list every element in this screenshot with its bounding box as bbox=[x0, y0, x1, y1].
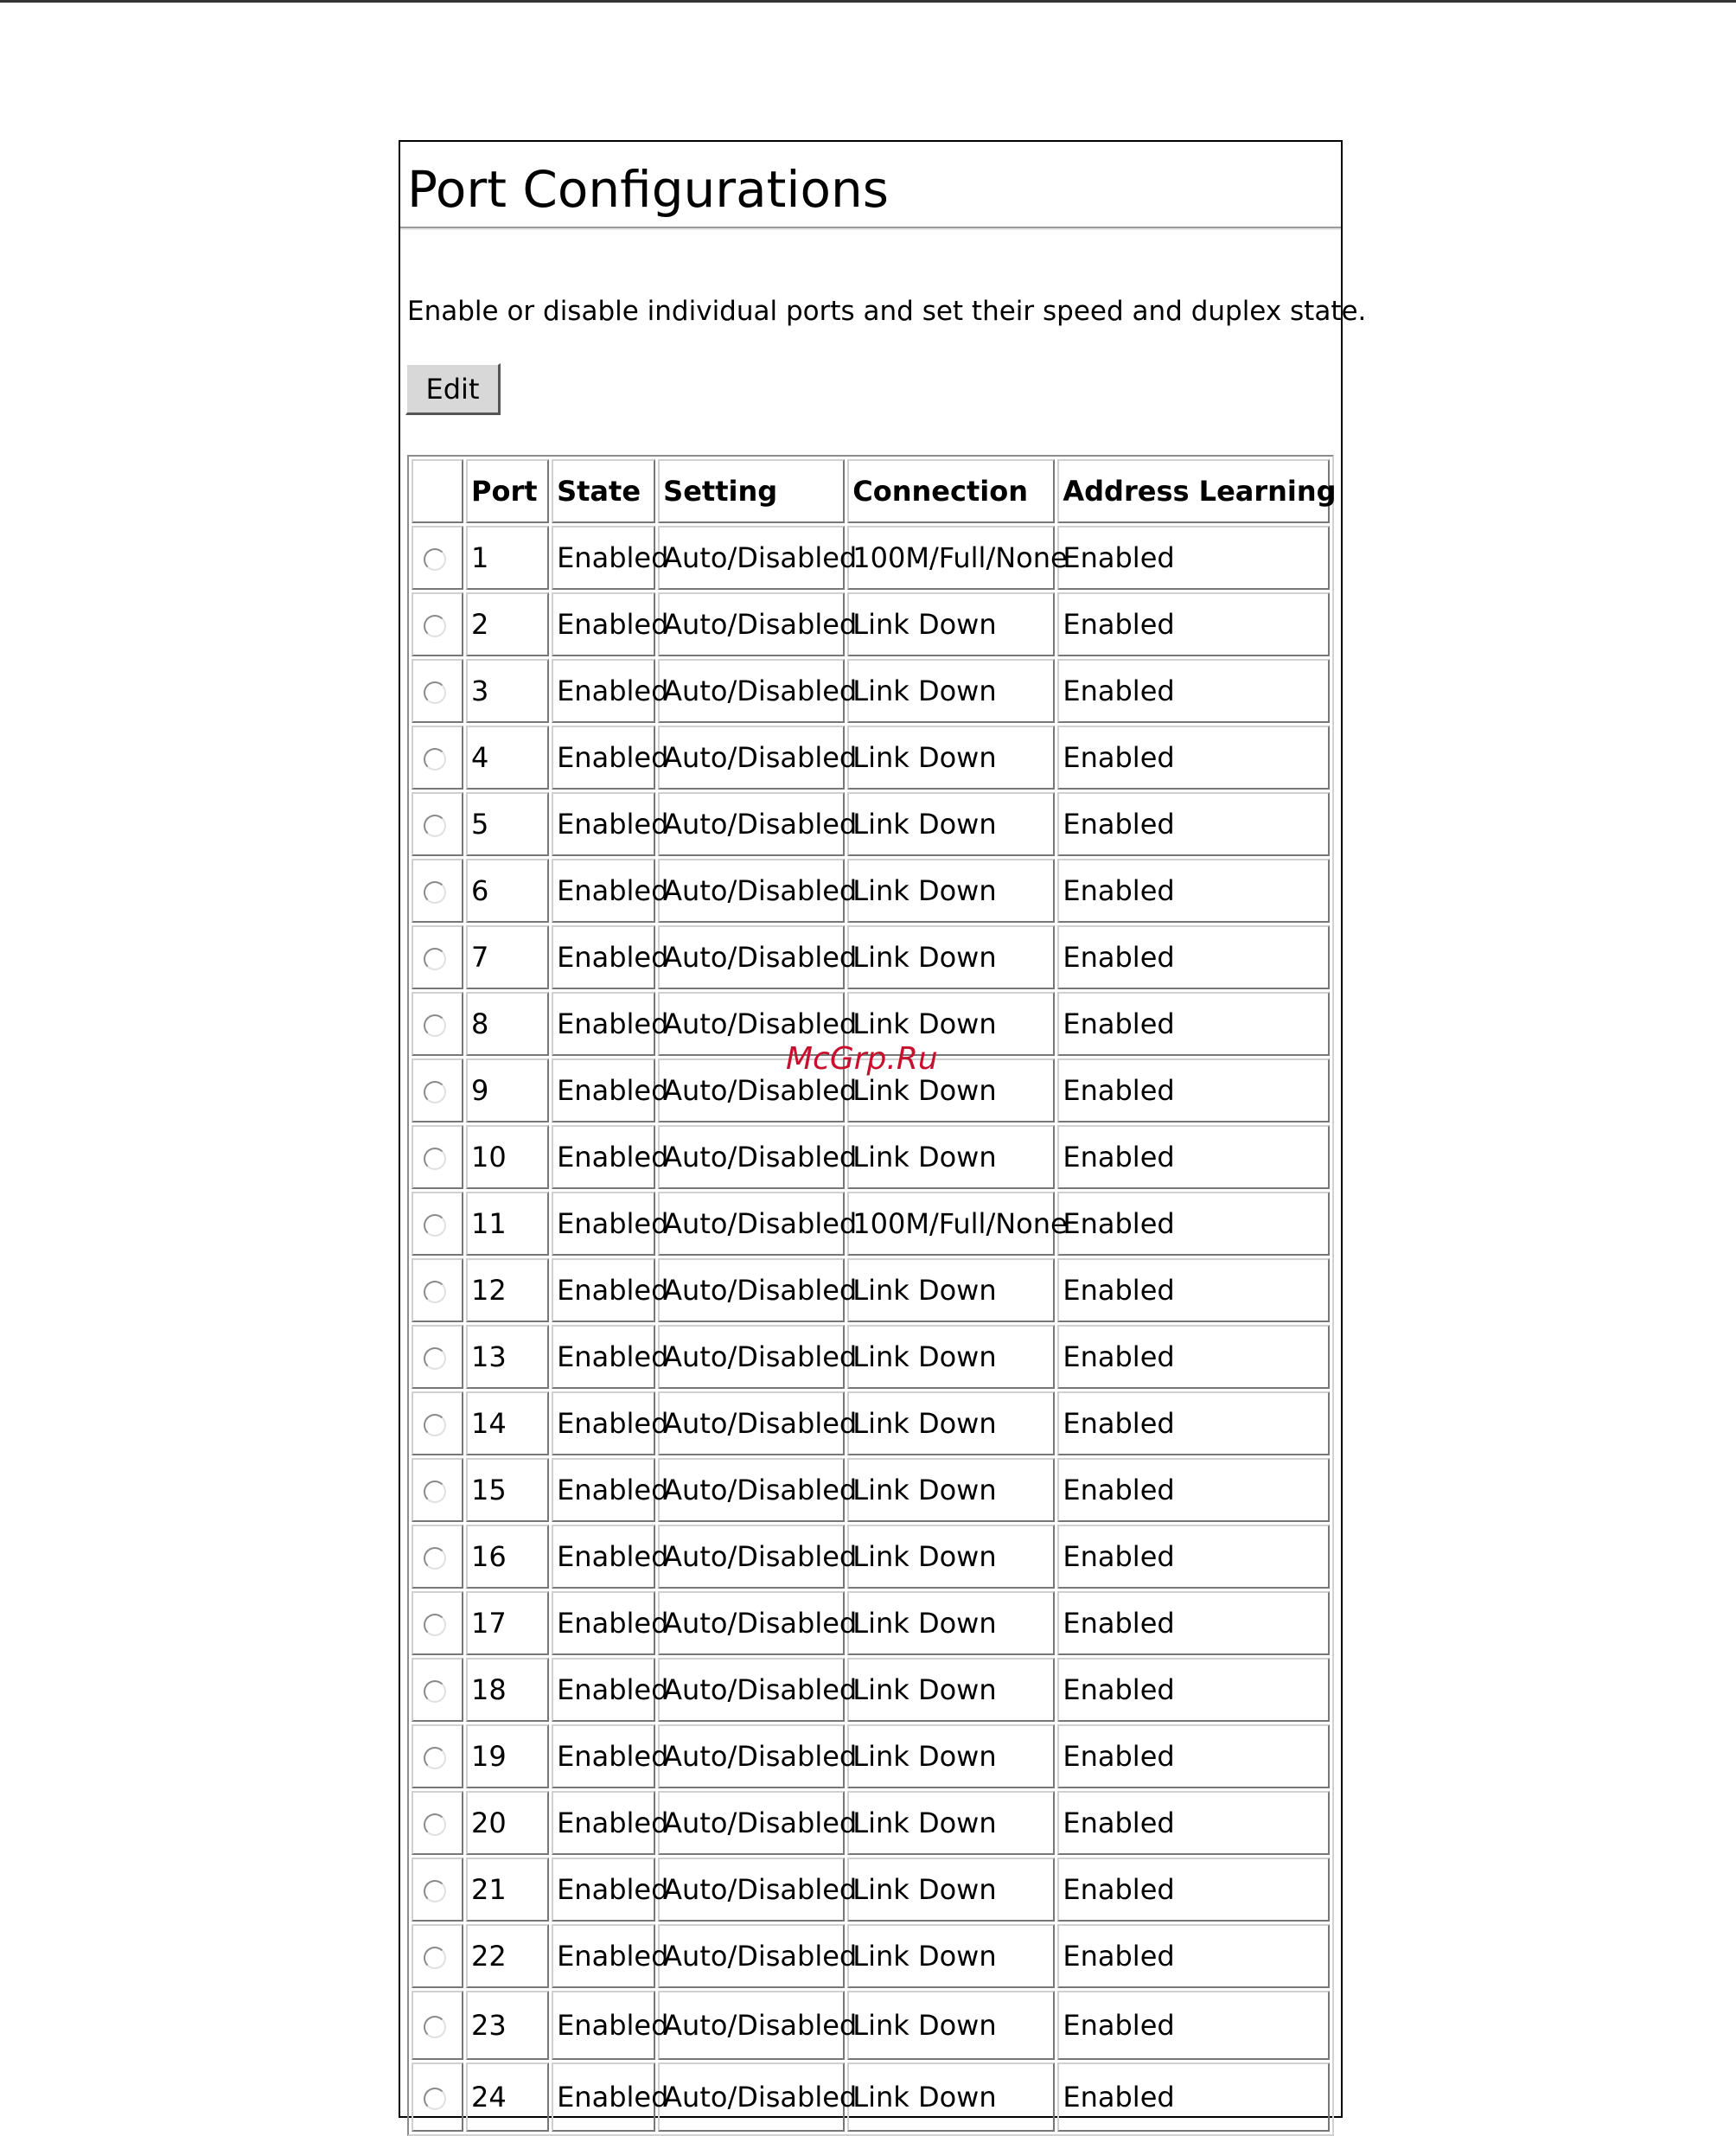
port-cell: 24 bbox=[466, 2062, 549, 2132]
state-cell: Enabled bbox=[552, 1991, 655, 2060]
address-learning-cell: Enabled bbox=[1057, 1658, 1330, 1722]
connection-cell: Link Down bbox=[847, 1258, 1055, 1322]
port-select-radio[interactable] bbox=[424, 1214, 446, 1237]
top-divider bbox=[0, 0, 1736, 3]
table-row bbox=[412, 1791, 1330, 1855]
port-cell: 15 bbox=[466, 1458, 549, 1522]
connection-cell: Link Down bbox=[847, 1924, 1055, 1988]
address-learning-cell: Enabled bbox=[1057, 1058, 1330, 1122]
edit-button[interactable]: Edit bbox=[405, 363, 501, 415]
setting-cell: Auto/Disabled bbox=[658, 1724, 845, 1788]
state-cell: Enabled bbox=[552, 925, 655, 989]
address-learning-cell: Enabled bbox=[1057, 1858, 1330, 1922]
state-cell: Enabled bbox=[552, 659, 655, 723]
state-cell: Enabled bbox=[552, 1125, 655, 1189]
address-learning-cell: Enabled bbox=[1057, 1924, 1330, 1988]
port-cell: 4 bbox=[466, 726, 549, 790]
address-learning-cell: Enabled bbox=[1057, 1125, 1330, 1189]
port-cell: 16 bbox=[466, 1525, 549, 1589]
row-select-cell[interactable] bbox=[412, 726, 463, 790]
setting-cell: Auto/Disabled bbox=[658, 726, 845, 790]
table-row bbox=[412, 925, 1330, 989]
column-header-port: Port bbox=[466, 459, 549, 523]
state-cell: Enabled bbox=[552, 1458, 655, 1522]
row-select-cell[interactable] bbox=[412, 1991, 463, 2060]
table-row bbox=[412, 1591, 1330, 1655]
connection-cell: Link Down bbox=[847, 1858, 1055, 1922]
port-select-radio[interactable] bbox=[424, 1148, 446, 1170]
setting-cell: Auto/Disabled bbox=[658, 992, 845, 1056]
row-select-cell[interactable] bbox=[412, 1125, 463, 1189]
row-select-cell[interactable] bbox=[412, 1192, 463, 1256]
connection-cell: Link Down bbox=[847, 792, 1055, 856]
address-learning-cell: Enabled bbox=[1057, 1591, 1330, 1655]
address-learning-cell: Enabled bbox=[1057, 1391, 1330, 1455]
row-select-cell[interactable] bbox=[412, 792, 463, 856]
connection-cell: Link Down bbox=[847, 1724, 1055, 1788]
connection-cell: Link Down bbox=[847, 1658, 1055, 1722]
table-row bbox=[412, 1525, 1330, 1589]
port-select-radio[interactable] bbox=[424, 1547, 446, 1570]
setting-cell: Auto/Disabled bbox=[658, 526, 845, 590]
setting-cell: Auto/Disabled bbox=[658, 1991, 845, 2060]
port-select-radio[interactable] bbox=[424, 948, 446, 970]
state-cell: Enabled bbox=[552, 526, 655, 590]
address-learning-cell: Enabled bbox=[1057, 992, 1330, 1056]
row-select-cell[interactable] bbox=[412, 1858, 463, 1922]
connection-cell: Link Down bbox=[847, 726, 1055, 790]
row-select-cell[interactable] bbox=[412, 1791, 463, 1855]
row-select-cell[interactable] bbox=[412, 1724, 463, 1788]
title-divider bbox=[400, 227, 1341, 230]
port-cell: 6 bbox=[466, 859, 549, 923]
port-select-radio[interactable] bbox=[424, 815, 446, 837]
table-row bbox=[412, 1458, 1330, 1522]
port-table bbox=[407, 455, 1337, 2136]
port-select-radio[interactable] bbox=[424, 748, 446, 771]
setting-cell: Auto/Disabled bbox=[658, 2062, 845, 2132]
connection-cell: Link Down bbox=[847, 1058, 1055, 1122]
port-select-radio[interactable] bbox=[424, 1081, 446, 1103]
port-select-radio[interactable] bbox=[424, 1813, 446, 1836]
state-cell: Enabled bbox=[552, 992, 655, 1056]
state-cell: Enabled bbox=[552, 1525, 655, 1589]
port-select-radio[interactable] bbox=[424, 1614, 446, 1636]
row-select-cell[interactable] bbox=[412, 1258, 463, 1322]
address-learning-cell: Enabled bbox=[1057, 526, 1330, 590]
column-header-connection: Connection bbox=[847, 459, 1055, 523]
port-select-radio[interactable] bbox=[424, 881, 446, 904]
port-cell: 21 bbox=[466, 1858, 549, 1922]
port-cell: 14 bbox=[466, 1391, 549, 1455]
port-cell: 7 bbox=[466, 925, 549, 989]
address-learning-cell: Enabled bbox=[1057, 1325, 1330, 1389]
table-row bbox=[412, 726, 1330, 790]
table-row bbox=[412, 592, 1330, 656]
connection-cell: Link Down bbox=[847, 1125, 1055, 1189]
setting-cell: Auto/Disabled bbox=[658, 792, 845, 856]
row-select-cell[interactable] bbox=[412, 1325, 463, 1389]
column-header-select bbox=[412, 459, 463, 523]
table-row bbox=[412, 1125, 1330, 1189]
address-learning-cell: Enabled bbox=[1057, 859, 1330, 923]
table-row bbox=[412, 859, 1330, 923]
connection-cell: Link Down bbox=[847, 859, 1055, 923]
connection-cell: Link Down bbox=[847, 925, 1055, 989]
address-learning-cell: Enabled bbox=[1057, 2062, 1330, 2132]
port-cell: 11 bbox=[466, 1192, 549, 1256]
connection-cell: Link Down bbox=[847, 659, 1055, 723]
address-learning-cell: Enabled bbox=[1057, 1724, 1330, 1788]
state-cell: Enabled bbox=[552, 1724, 655, 1788]
setting-cell: Auto/Disabled bbox=[658, 1924, 845, 1988]
port-select-radio[interactable] bbox=[424, 615, 446, 637]
port-select-radio[interactable] bbox=[424, 2016, 446, 2038]
port-cell: 19 bbox=[466, 1724, 549, 1788]
address-learning-cell: Enabled bbox=[1057, 1791, 1330, 1855]
row-select-cell[interactable] bbox=[412, 592, 463, 656]
address-learning-cell: Enabled bbox=[1057, 1192, 1330, 1256]
table-row bbox=[412, 792, 1330, 856]
port-cell: 1 bbox=[466, 526, 549, 590]
state-cell: Enabled bbox=[552, 1192, 655, 1256]
setting-cell: Auto/Disabled bbox=[658, 1058, 845, 1122]
port-cell: 20 bbox=[466, 1791, 549, 1855]
port-select-radio[interactable] bbox=[424, 1680, 446, 1703]
connection-cell: Link Down bbox=[847, 2062, 1055, 2132]
state-cell: Enabled bbox=[552, 726, 655, 790]
port-cell: 9 bbox=[466, 1058, 549, 1122]
state-cell: Enabled bbox=[552, 1858, 655, 1922]
table-row bbox=[412, 992, 1330, 1056]
table-row bbox=[412, 1325, 1330, 1389]
setting-cell: Auto/Disabled bbox=[658, 1391, 845, 1455]
port-select-radio[interactable] bbox=[424, 1414, 446, 1436]
row-select-cell[interactable] bbox=[412, 1924, 463, 1988]
port-select-radio[interactable] bbox=[424, 681, 446, 704]
port-cell: 2 bbox=[466, 592, 549, 656]
connection-cell: Link Down bbox=[847, 1991, 1055, 2060]
connection-cell: Link Down bbox=[847, 1591, 1055, 1655]
column-header-address-learning: Address Learning bbox=[1057, 459, 1330, 523]
setting-cell: Auto/Disabled bbox=[658, 1192, 845, 1256]
setting-cell: Auto/Disabled bbox=[658, 1591, 845, 1655]
port-cell: 18 bbox=[466, 1658, 549, 1722]
page-description: Enable or disable individual ports and set their speed and duplex state. bbox=[407, 296, 1367, 327]
setting-cell: Auto/Disabled bbox=[658, 859, 845, 923]
connection-cell: 100M/Full/None bbox=[847, 526, 1055, 590]
port-select-radio[interactable] bbox=[424, 1947, 446, 1969]
table-row bbox=[412, 1058, 1330, 1122]
address-learning-cell: Enabled bbox=[1057, 1525, 1330, 1589]
setting-cell: Auto/Disabled bbox=[658, 592, 845, 656]
address-learning-cell: Enabled bbox=[1057, 1991, 1330, 2060]
table-row bbox=[412, 1192, 1330, 1256]
connection-cell: Link Down bbox=[847, 1525, 1055, 1589]
connection-cell: Link Down bbox=[847, 992, 1055, 1056]
connection-cell: Link Down bbox=[847, 1391, 1055, 1455]
setting-cell: Auto/Disabled bbox=[658, 1458, 845, 1522]
port-cell: 13 bbox=[466, 1325, 549, 1389]
row-select-cell[interactable] bbox=[412, 1591, 463, 1655]
setting-cell: Auto/Disabled bbox=[658, 1658, 845, 1722]
setting-cell: Auto/Disabled bbox=[658, 1791, 845, 1855]
table-header-row bbox=[412, 459, 1330, 523]
row-select-cell[interactable] bbox=[412, 2062, 463, 2132]
setting-cell: Auto/Disabled bbox=[658, 1125, 845, 1189]
state-cell: Enabled bbox=[552, 1791, 655, 1855]
state-cell: Enabled bbox=[552, 1924, 655, 1988]
connection-cell: Link Down bbox=[847, 1791, 1055, 1855]
address-learning-cell: Enabled bbox=[1057, 592, 1330, 656]
row-select-cell[interactable] bbox=[412, 859, 463, 923]
table-row bbox=[412, 1658, 1330, 1722]
state-cell: Enabled bbox=[552, 2062, 655, 2132]
row-select-cell[interactable] bbox=[412, 526, 463, 590]
address-learning-cell: Enabled bbox=[1057, 659, 1330, 723]
port-select-radio[interactable] bbox=[424, 2088, 446, 2110]
port-select-radio[interactable] bbox=[424, 1880, 446, 1903]
row-select-cell[interactable] bbox=[412, 1525, 463, 1589]
table-row bbox=[412, 1724, 1330, 1788]
port-cell: 23 bbox=[466, 1991, 549, 2060]
connection-cell: Link Down bbox=[847, 1458, 1055, 1522]
row-select-cell[interactable] bbox=[412, 992, 463, 1056]
setting-cell: Auto/Disabled bbox=[658, 1325, 845, 1389]
watermark: McGrp.Ru bbox=[786, 1041, 938, 1077]
state-cell: Enabled bbox=[552, 1591, 655, 1655]
state-cell: Enabled bbox=[552, 1058, 655, 1122]
port-cell: 17 bbox=[466, 1591, 549, 1655]
port-cell: 3 bbox=[466, 659, 549, 723]
port-select-radio[interactable] bbox=[424, 1014, 446, 1037]
setting-cell: Auto/Disabled bbox=[658, 1525, 845, 1589]
address-learning-cell: Enabled bbox=[1057, 1258, 1330, 1322]
port-cell: 22 bbox=[466, 1924, 549, 1988]
row-select-cell[interactable] bbox=[412, 1458, 463, 1522]
row-select-cell[interactable] bbox=[412, 925, 463, 989]
state-cell: Enabled bbox=[552, 592, 655, 656]
port-table-body bbox=[412, 526, 1330, 2132]
connection-cell: Link Down bbox=[847, 592, 1055, 656]
state-cell: Enabled bbox=[552, 792, 655, 856]
setting-cell: Auto/Disabled bbox=[658, 1258, 845, 1322]
table-row bbox=[412, 2062, 1330, 2132]
port-cell: 12 bbox=[466, 1258, 549, 1322]
table-row bbox=[412, 659, 1330, 723]
table-row bbox=[412, 1991, 1330, 2060]
address-learning-cell: Enabled bbox=[1057, 726, 1330, 790]
port-cell: 10 bbox=[466, 1125, 549, 1189]
table-row bbox=[412, 1924, 1330, 1988]
setting-cell: Auto/Disabled bbox=[658, 925, 845, 989]
address-learning-cell: Enabled bbox=[1057, 1458, 1330, 1522]
address-learning-cell: Enabled bbox=[1057, 792, 1330, 856]
port-select-radio[interactable] bbox=[424, 1347, 446, 1370]
state-cell: Enabled bbox=[552, 1391, 655, 1455]
state-cell: Enabled bbox=[552, 1325, 655, 1389]
column-header-state: State bbox=[552, 459, 655, 523]
row-select-cell[interactable] bbox=[412, 659, 463, 723]
port-cell: 8 bbox=[466, 992, 549, 1056]
table-row bbox=[412, 1391, 1330, 1455]
page-title: Port Configurations bbox=[407, 160, 889, 219]
port-select-radio[interactable] bbox=[424, 1480, 446, 1503]
table-row bbox=[412, 1858, 1330, 1922]
table-row bbox=[412, 1258, 1330, 1322]
connection-cell: 100M/Full/None bbox=[847, 1192, 1055, 1256]
port-select-radio[interactable] bbox=[424, 1281, 446, 1303]
row-select-cell[interactable] bbox=[412, 1058, 463, 1122]
port-select-radio[interactable] bbox=[424, 548, 446, 571]
setting-cell: Auto/Disabled bbox=[658, 659, 845, 723]
address-learning-cell: Enabled bbox=[1057, 925, 1330, 989]
state-cell: Enabled bbox=[552, 1258, 655, 1322]
connection-cell: Link Down bbox=[847, 1325, 1055, 1389]
row-select-cell[interactable] bbox=[412, 1658, 463, 1722]
port-configurations-panel bbox=[399, 140, 1367, 2118]
port-select-radio[interactable] bbox=[424, 1747, 446, 1769]
state-cell: Enabled bbox=[552, 1658, 655, 1722]
setting-cell: Auto/Disabled bbox=[658, 1858, 845, 1922]
row-select-cell[interactable] bbox=[412, 1391, 463, 1455]
table-row bbox=[412, 526, 1330, 590]
port-cell: 5 bbox=[466, 792, 549, 856]
state-cell: Enabled bbox=[552, 859, 655, 923]
column-header-setting: Setting bbox=[658, 459, 845, 523]
